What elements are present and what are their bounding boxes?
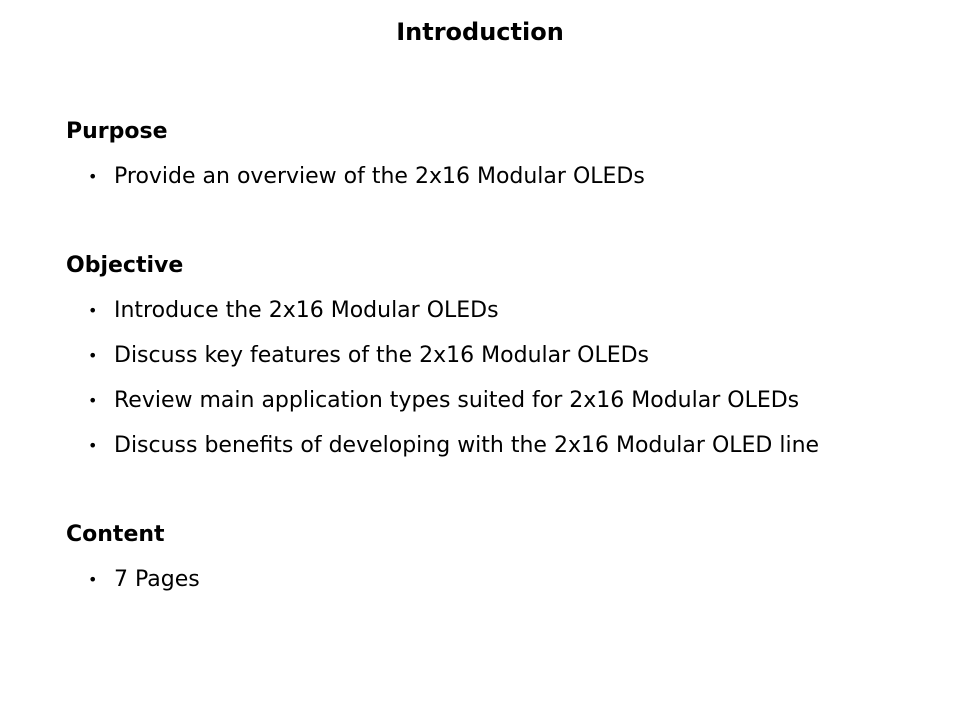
- bullet-list-objective: [66, 297, 926, 460]
- section-heading-content: Content: [66, 522, 165, 547]
- bullet-text: Discuss key features of the 2x16 Modular OLEDs: [114, 343, 650, 368]
- section-heading-objective: Objective: [66, 253, 184, 278]
- bullet-icon: •: [88, 436, 98, 455]
- slide-title: Introduction: [396, 18, 564, 46]
- section-objective: [66, 252, 926, 460]
- bullet-item: [66, 342, 926, 370]
- section-content: [66, 521, 926, 594]
- bullet-text: Discuss benefits of developing with the 2x16 Modular OLED line: [114, 433, 820, 458]
- bullet-item: [66, 387, 926, 415]
- bullet-text: Introduce the 2x16 Modular OLEDs: [114, 298, 499, 323]
- bullet-item: [66, 163, 926, 191]
- bullet-item: [66, 432, 926, 460]
- bullet-list-purpose: [66, 163, 926, 191]
- bullet-text: Provide an overview of the 2x16 Modular OLEDs: [114, 164, 645, 189]
- bullet-icon: •: [88, 346, 98, 365]
- section-heading-purpose: Purpose: [66, 119, 168, 144]
- section-purpose: [66, 118, 926, 191]
- bullet-text: Review main application types suited for 2x16 Modular OLEDs: [114, 388, 800, 413]
- bullet-list-content: [66, 566, 926, 594]
- bullet-item: [66, 566, 926, 594]
- bullet-text: 7 Pages: [114, 567, 200, 592]
- bullet-icon: •: [88, 570, 98, 589]
- bullet-icon: •: [88, 301, 98, 320]
- bullet-icon: •: [88, 391, 98, 410]
- bullet-item: [66, 297, 926, 325]
- bullet-icon: •: [88, 167, 98, 186]
